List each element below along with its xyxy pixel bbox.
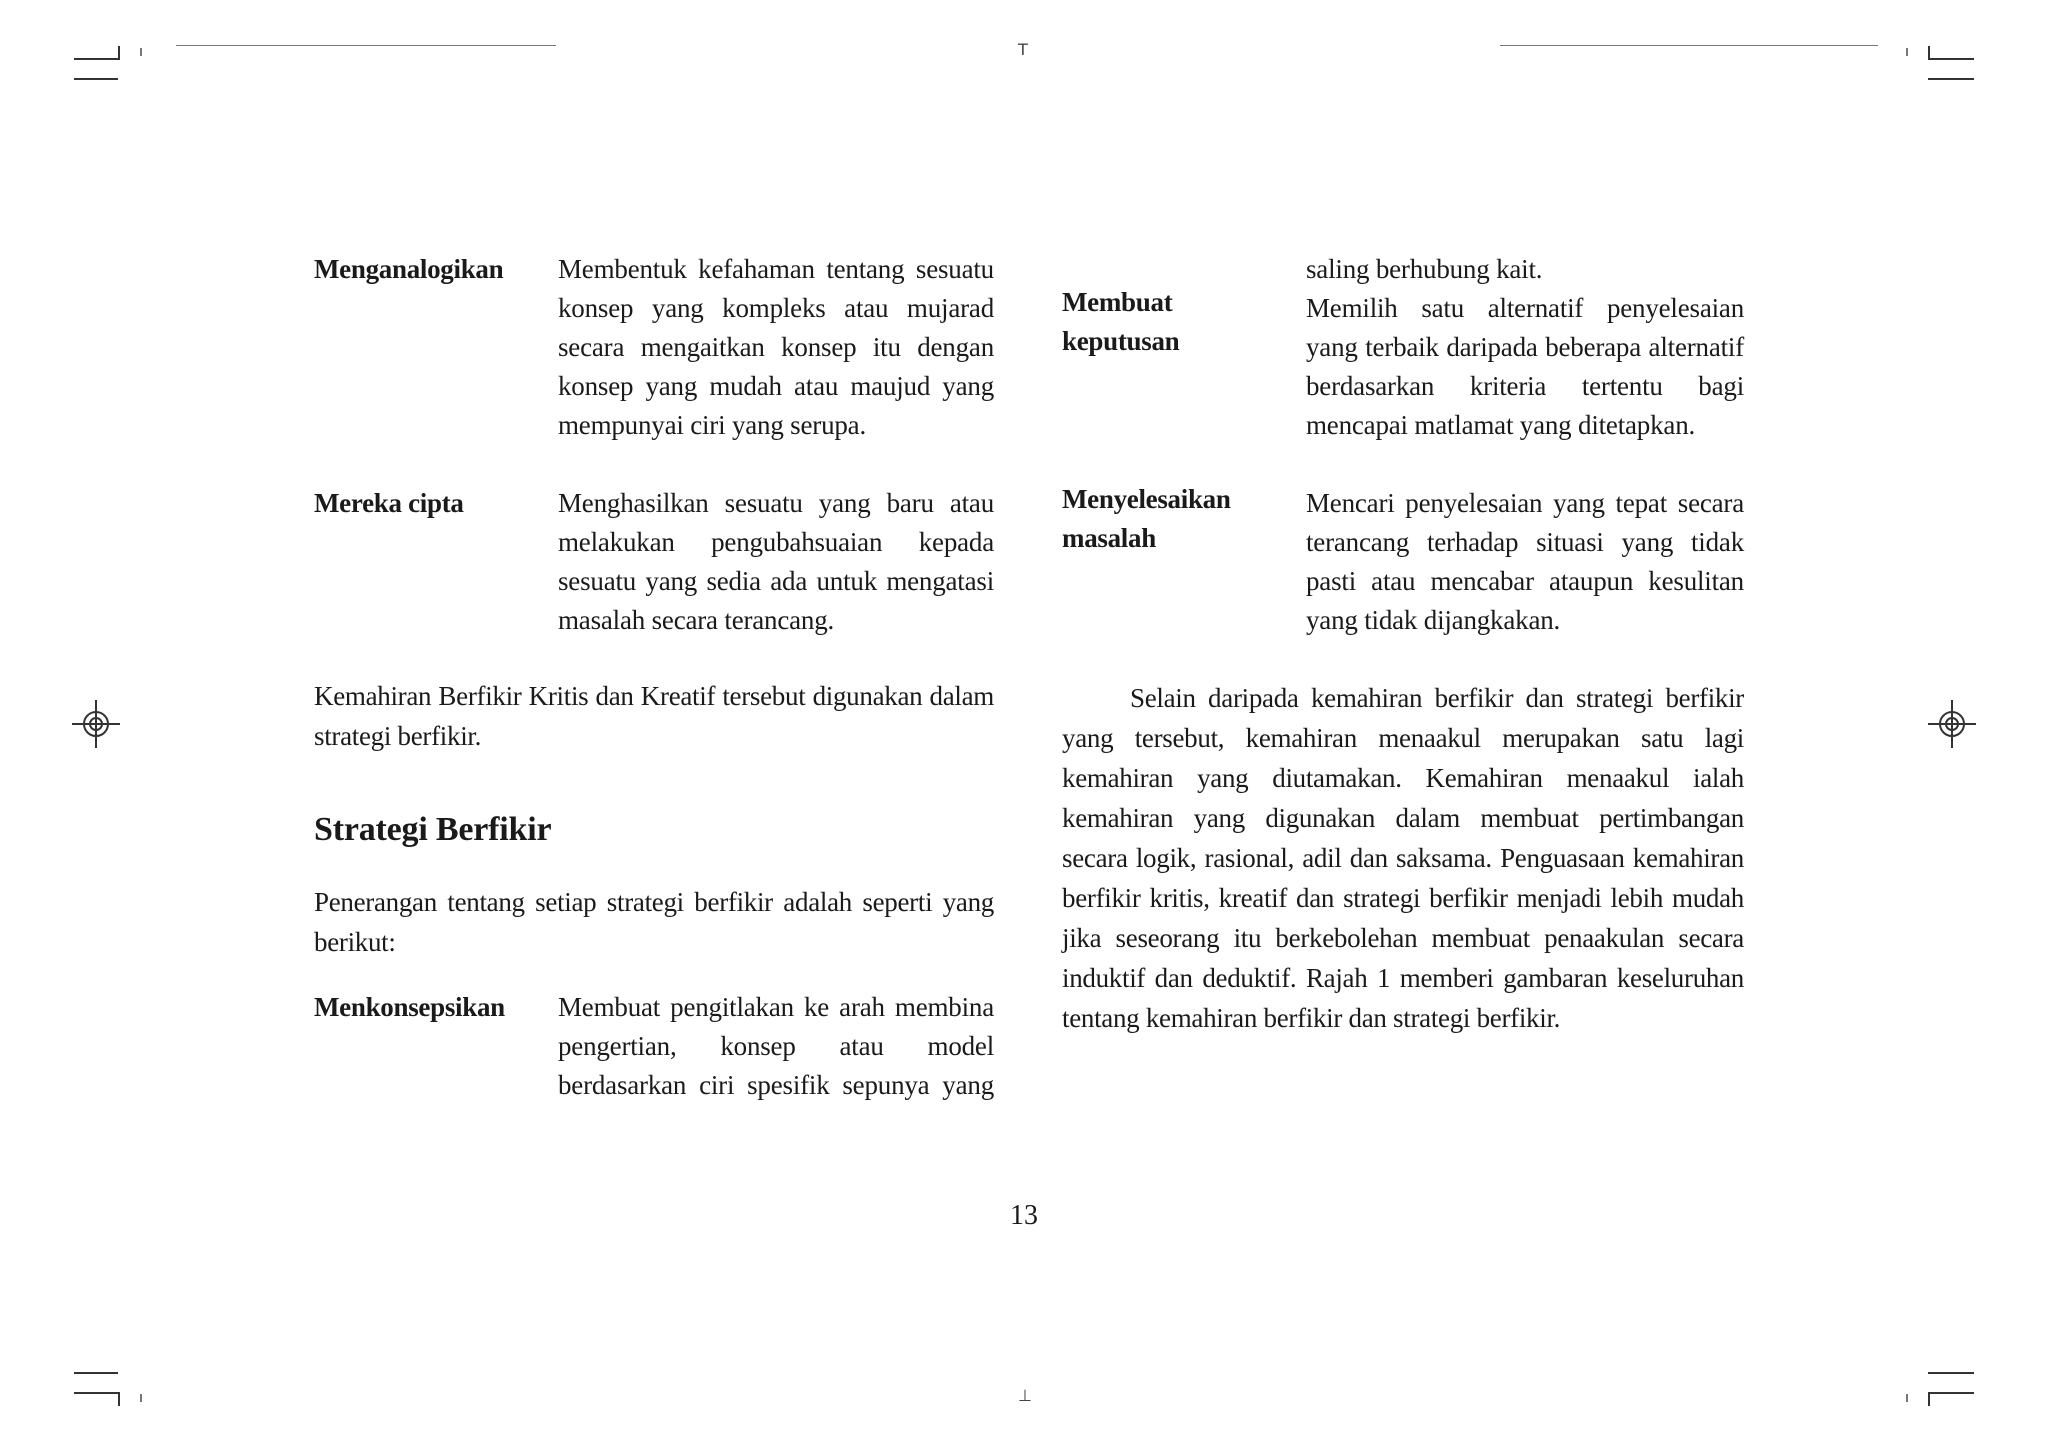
crop-mark [1928,1372,1974,1374]
crop-mark [74,1392,118,1394]
glossary-term: Menkonsepsikan [314,992,505,1022]
glossary-term: Membuat keputusan [1062,287,1180,356]
registration-mark-icon [1928,700,1976,748]
glossary-definition: Memilih satu alternatif penyelesaian yang terbaik daripada beberapa alternatif berdasarkan kriteria tertentu bagi mencapai matlamat yang ditetapkan. [1306,293,1744,440]
section-heading: Strategi Berfikir [314,811,552,848]
glossary-entry-mereka-cipta [314,484,994,640]
crop-mark [74,78,118,80]
crop-mark [140,1394,142,1402]
intro-paragraph: Penerangan tentang setiap strategi berfikir adalah seperti yang berikut: [314,887,994,957]
crop-mark [1906,48,1908,56]
crop-mark [1928,1392,1974,1394]
glossary-definition: Menghasilkan sesuatu yang baru atau melakukan pengubahsuaian kepada sesuatu yang sedia ada untuk mengatasi masalah secara terancang. [558,488,994,635]
crop-mark [118,46,120,60]
glossary-entry-menganalogikan [314,250,994,445]
glossary-entry-menkonsepsikan [314,988,994,1105]
crop-mark [74,1372,118,1374]
crop-mark [1928,58,1974,60]
crop-mark [1906,1394,1908,1402]
page-number: 13 [1010,1200,1038,1231]
glossary-definition: Mencari penyelesaian yang tepat secara terancang terhadap situasi yang tidak pasti atau mencabar ataupun kesulitan yang tidak dijangkakan. [1306,488,1744,635]
glossary-entry-membuat-keputusan [1062,289,1744,445]
top-center-mark: T [1018,40,1028,59]
glossary-definition: Membentuk kefahaman tentang sesuatu konsep yang kompleks atau mujarad secara mengaitkan konsep itu dengan konsep yang mudah atau maujud yang mempunyai ciri yang serupa. [558,254,994,440]
crop-rule [1500,45,1878,46]
glossary-term: Mereka cipta [314,488,464,518]
crop-mark [1928,1392,1930,1406]
continuation-text: saling berhubung kait. [1306,254,1543,284]
crop-rule [176,45,556,46]
crop-mark [74,58,118,60]
glossary-term: Menyelesaikan masalah [1062,484,1231,553]
crop-mark [118,1392,120,1406]
glossary-entry-menyelesaikan-masalah [1062,484,1744,640]
registration-mark-icon [72,700,120,748]
left-column [314,250,994,1105]
bottom-center-mark: ⊥ [1018,1386,1032,1405]
right-column [1062,250,1744,1038]
crop-mark [1928,78,1974,80]
glossary-definition: Membuat pengitlakan ke arah membina pengertian, konsep atau model berdasarkan ciri spesifik sepunya yang [558,992,994,1100]
crop-mark [140,48,142,56]
glossary-term: Menganalogikan [314,254,504,284]
body-paragraph: Selain daripada kemahiran berfikir dan strategi berfikir yang tersebut, kemahiran menaakul merupakan satu lagi kemahiran yang diutamakan. Kemahiran menaakul ialah kemahiran yang digunakan dalam membuat pertimbangan secara logik, rasional, adil dan saksama. Penguasaan kemahiran berfikir kritis, kreatif dan strategi berfikir menjadi lebih mudah jika seseorang itu berkebolehan membuat penaakulan secara induktif dan deduktif. Rajah 1 memberi gambaran keseluruhan tentang kemahiran berfikir dan strategi berfikir. [1062,683,1744,1033]
summary-paragraph: Kemahiran Berfikir Kritis dan Kreatif tersebut digunakan dalam strategi berfikir. [314,681,994,751]
